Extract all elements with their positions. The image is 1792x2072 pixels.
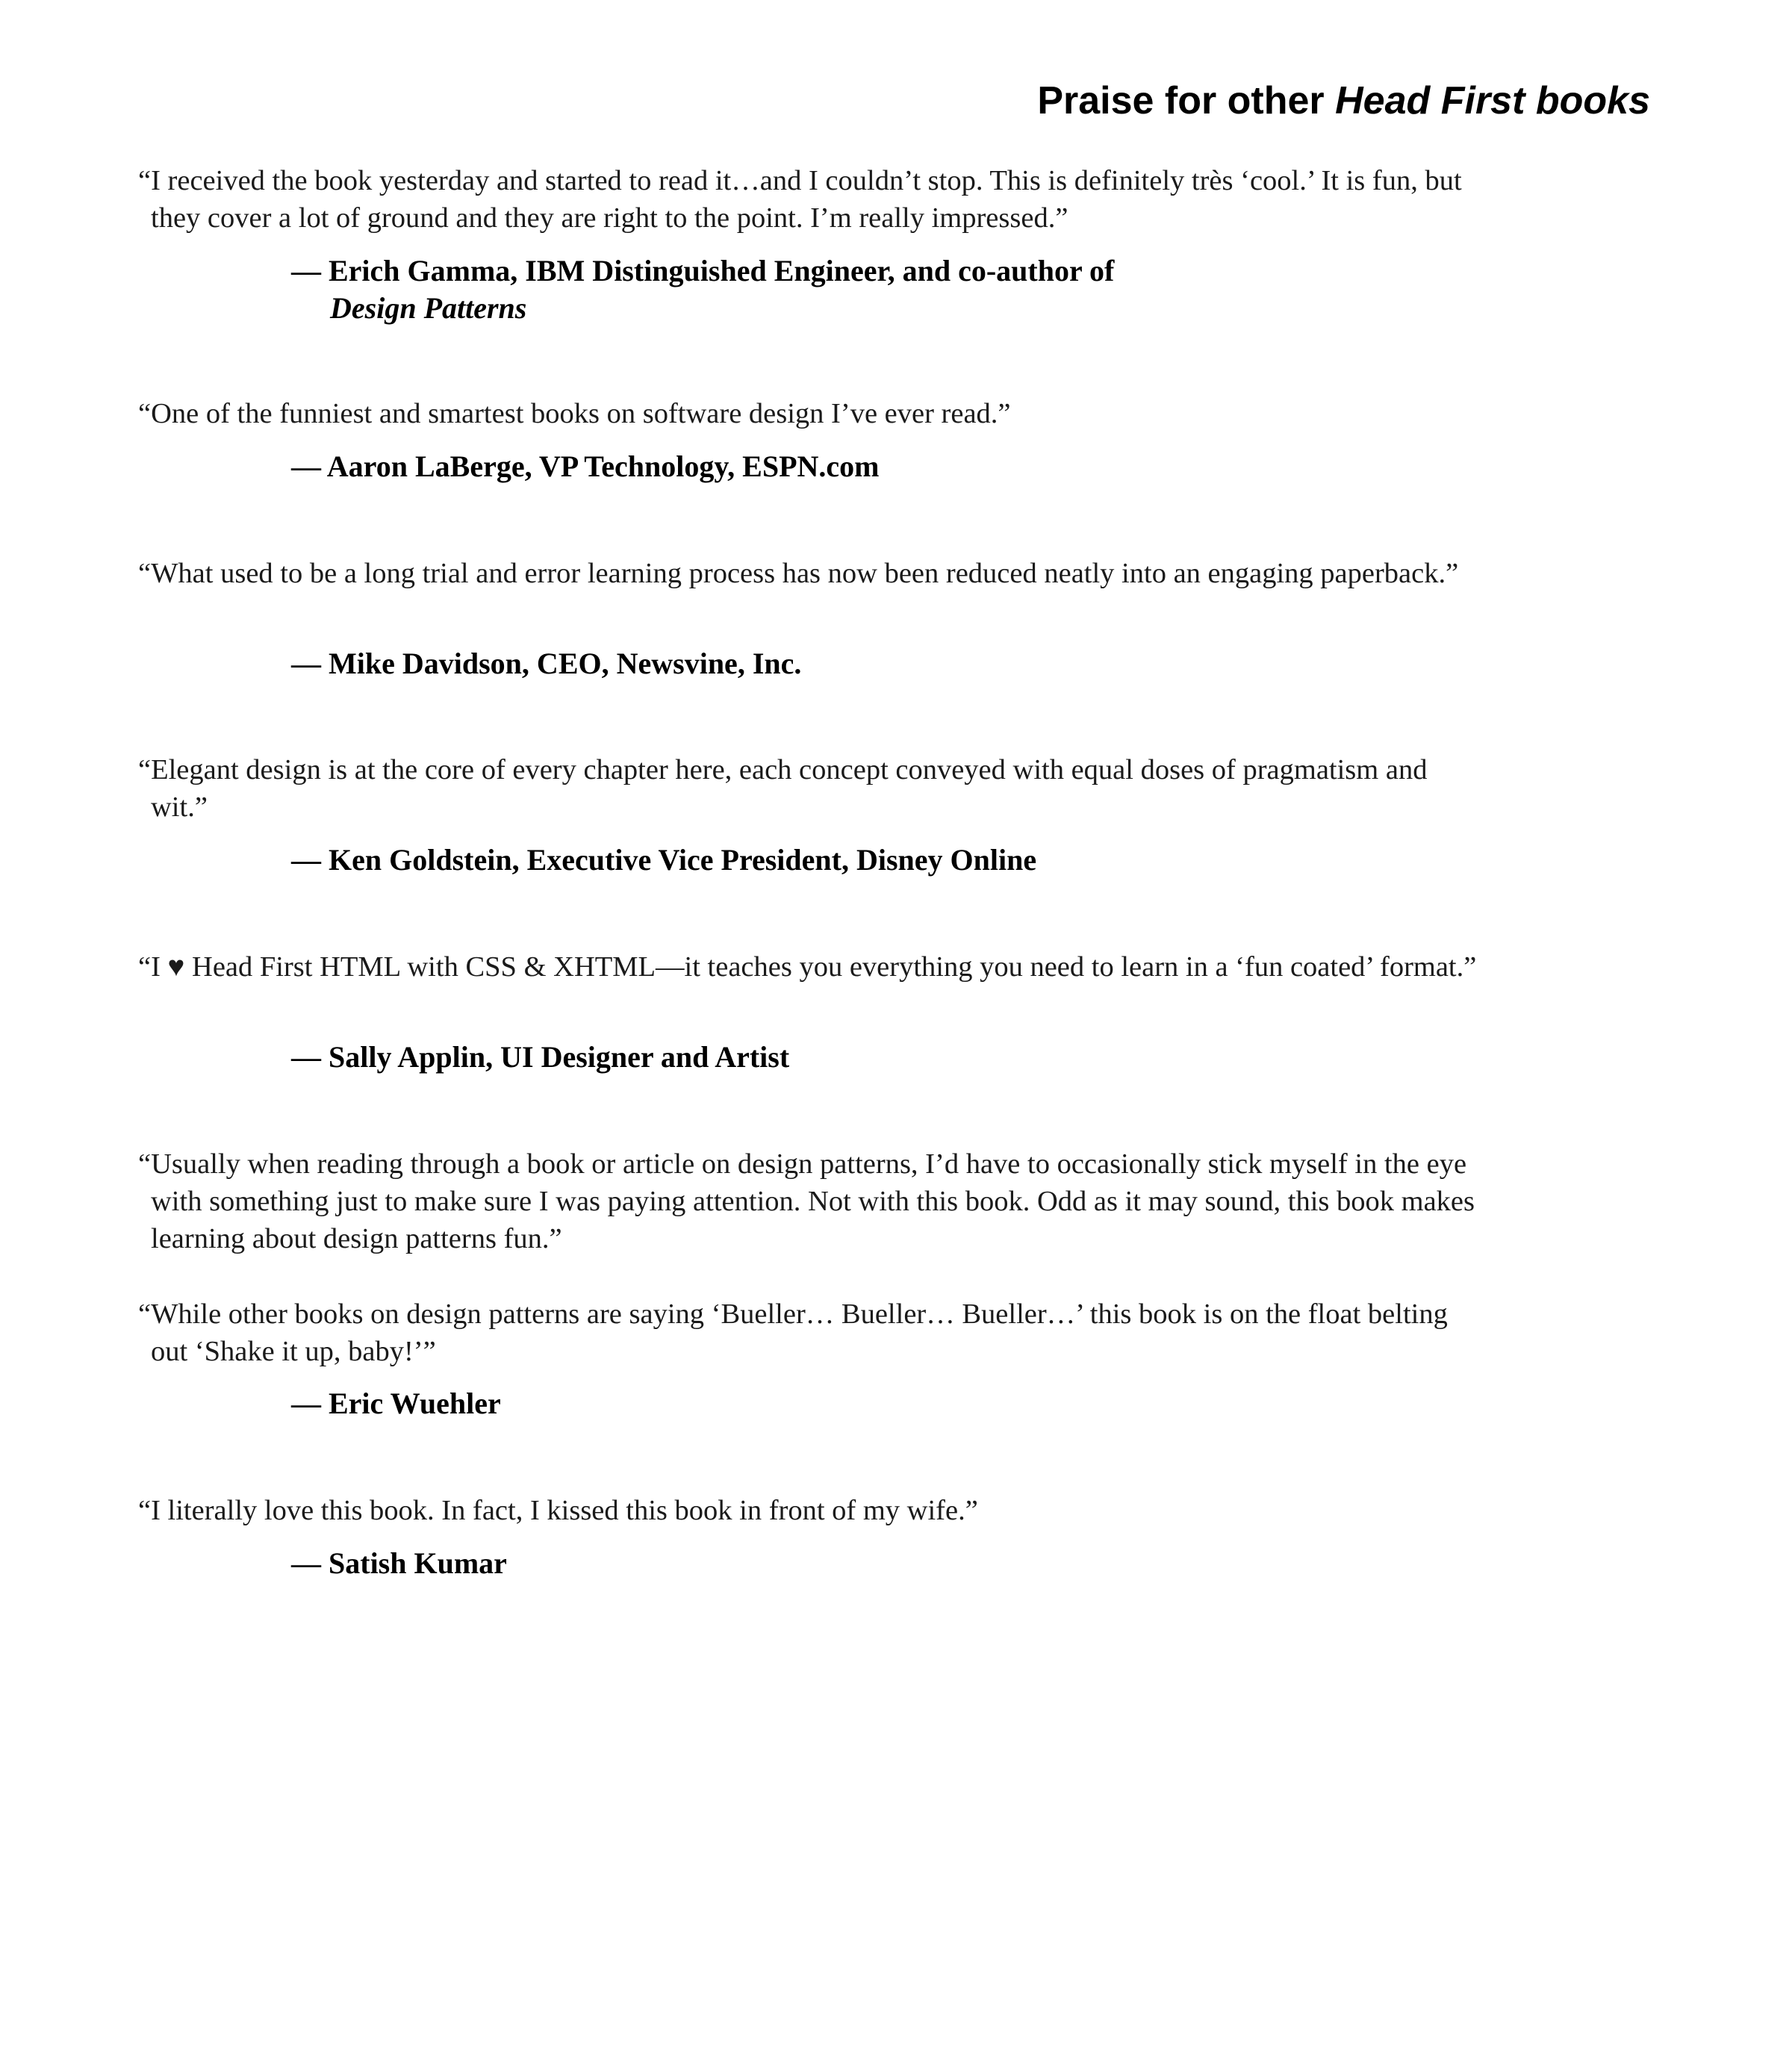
- attribution-sally-applin: — Sally Applin, UI Designer and Artist: [291, 1040, 790, 1074]
- page-heading: [1037, 75, 1650, 127]
- quote-erich-gamma: “I received the book yesterday and started to read it…and I couldn’t stop. This is definitely très ‘cool.’ It is fun, but they cover a lot of ground and they are right to the point. I’m really impressed.”: [138, 165, 1462, 234]
- attribution-mike-davidson: — Mike Davidson, CEO, Newsvine, Inc.: [291, 647, 802, 680]
- page-heading-prefix: Praise for other: [1037, 79, 1336, 122]
- quote-eric-wuehler-1: “Usually when reading through a book or article on design patterns, I’d have to occasionally stick myself in the eye with something just to make sure I was paying attention. Not with this book. Odd as it may sound, this book makes learning about design patterns fun.”: [138, 1148, 1475, 1254]
- quote-mike-davidson: “What used to be a long trial and error learning process has now been reduced neatly into an engaging paperback.”: [138, 558, 1459, 589]
- attribution-erich-gamma-book-title: Design Patterns: [330, 291, 527, 325]
- quote-eric-wuehler-2: “While other books on design patterns are saying ‘Bueller… Bueller… Bueller…’ this book is on the float belting out ‘Shake it up, baby!’”: [138, 1298, 1448, 1367]
- page-heading-italic: Head First books: [1335, 79, 1650, 122]
- attribution-aaron-laberge: — Aaron LaBerge, VP Technology, ESPN.com: [291, 449, 880, 483]
- quote-ken-goldstein: “Elegant design is at the core of every chapter here, each concept conveyed with equal doses of pragmatism and wit.”: [138, 754, 1428, 823]
- attribution-satish-kumar: — Satish Kumar: [291, 1546, 507, 1580]
- attribution-erich-gamma: [291, 252, 1486, 327]
- attribution-ken-goldstein: — Ken Goldstein, Executive Vice President, Disney Online: [291, 843, 1037, 877]
- attribution-erich-gamma-line1: — Erich Gamma, IBM Distinguished Engineer, and co-author of: [291, 254, 1115, 287]
- quote-aaron-laberge: “One of the funniest and smartest books on software design I’ve ever read.”: [138, 398, 1011, 429]
- quote-sally-applin: “I ♥ Head First HTML with CSS & XHTML—it teaches you everything you need to learn in a ‘fun coated’ format.”: [138, 951, 1477, 983]
- quote-satish-kumar: “I literally love this book. In fact, I kissed this book in front of my wife.”: [138, 1495, 978, 1526]
- attribution-eric-wuehler: — Eric Wuehler: [291, 1387, 501, 1420]
